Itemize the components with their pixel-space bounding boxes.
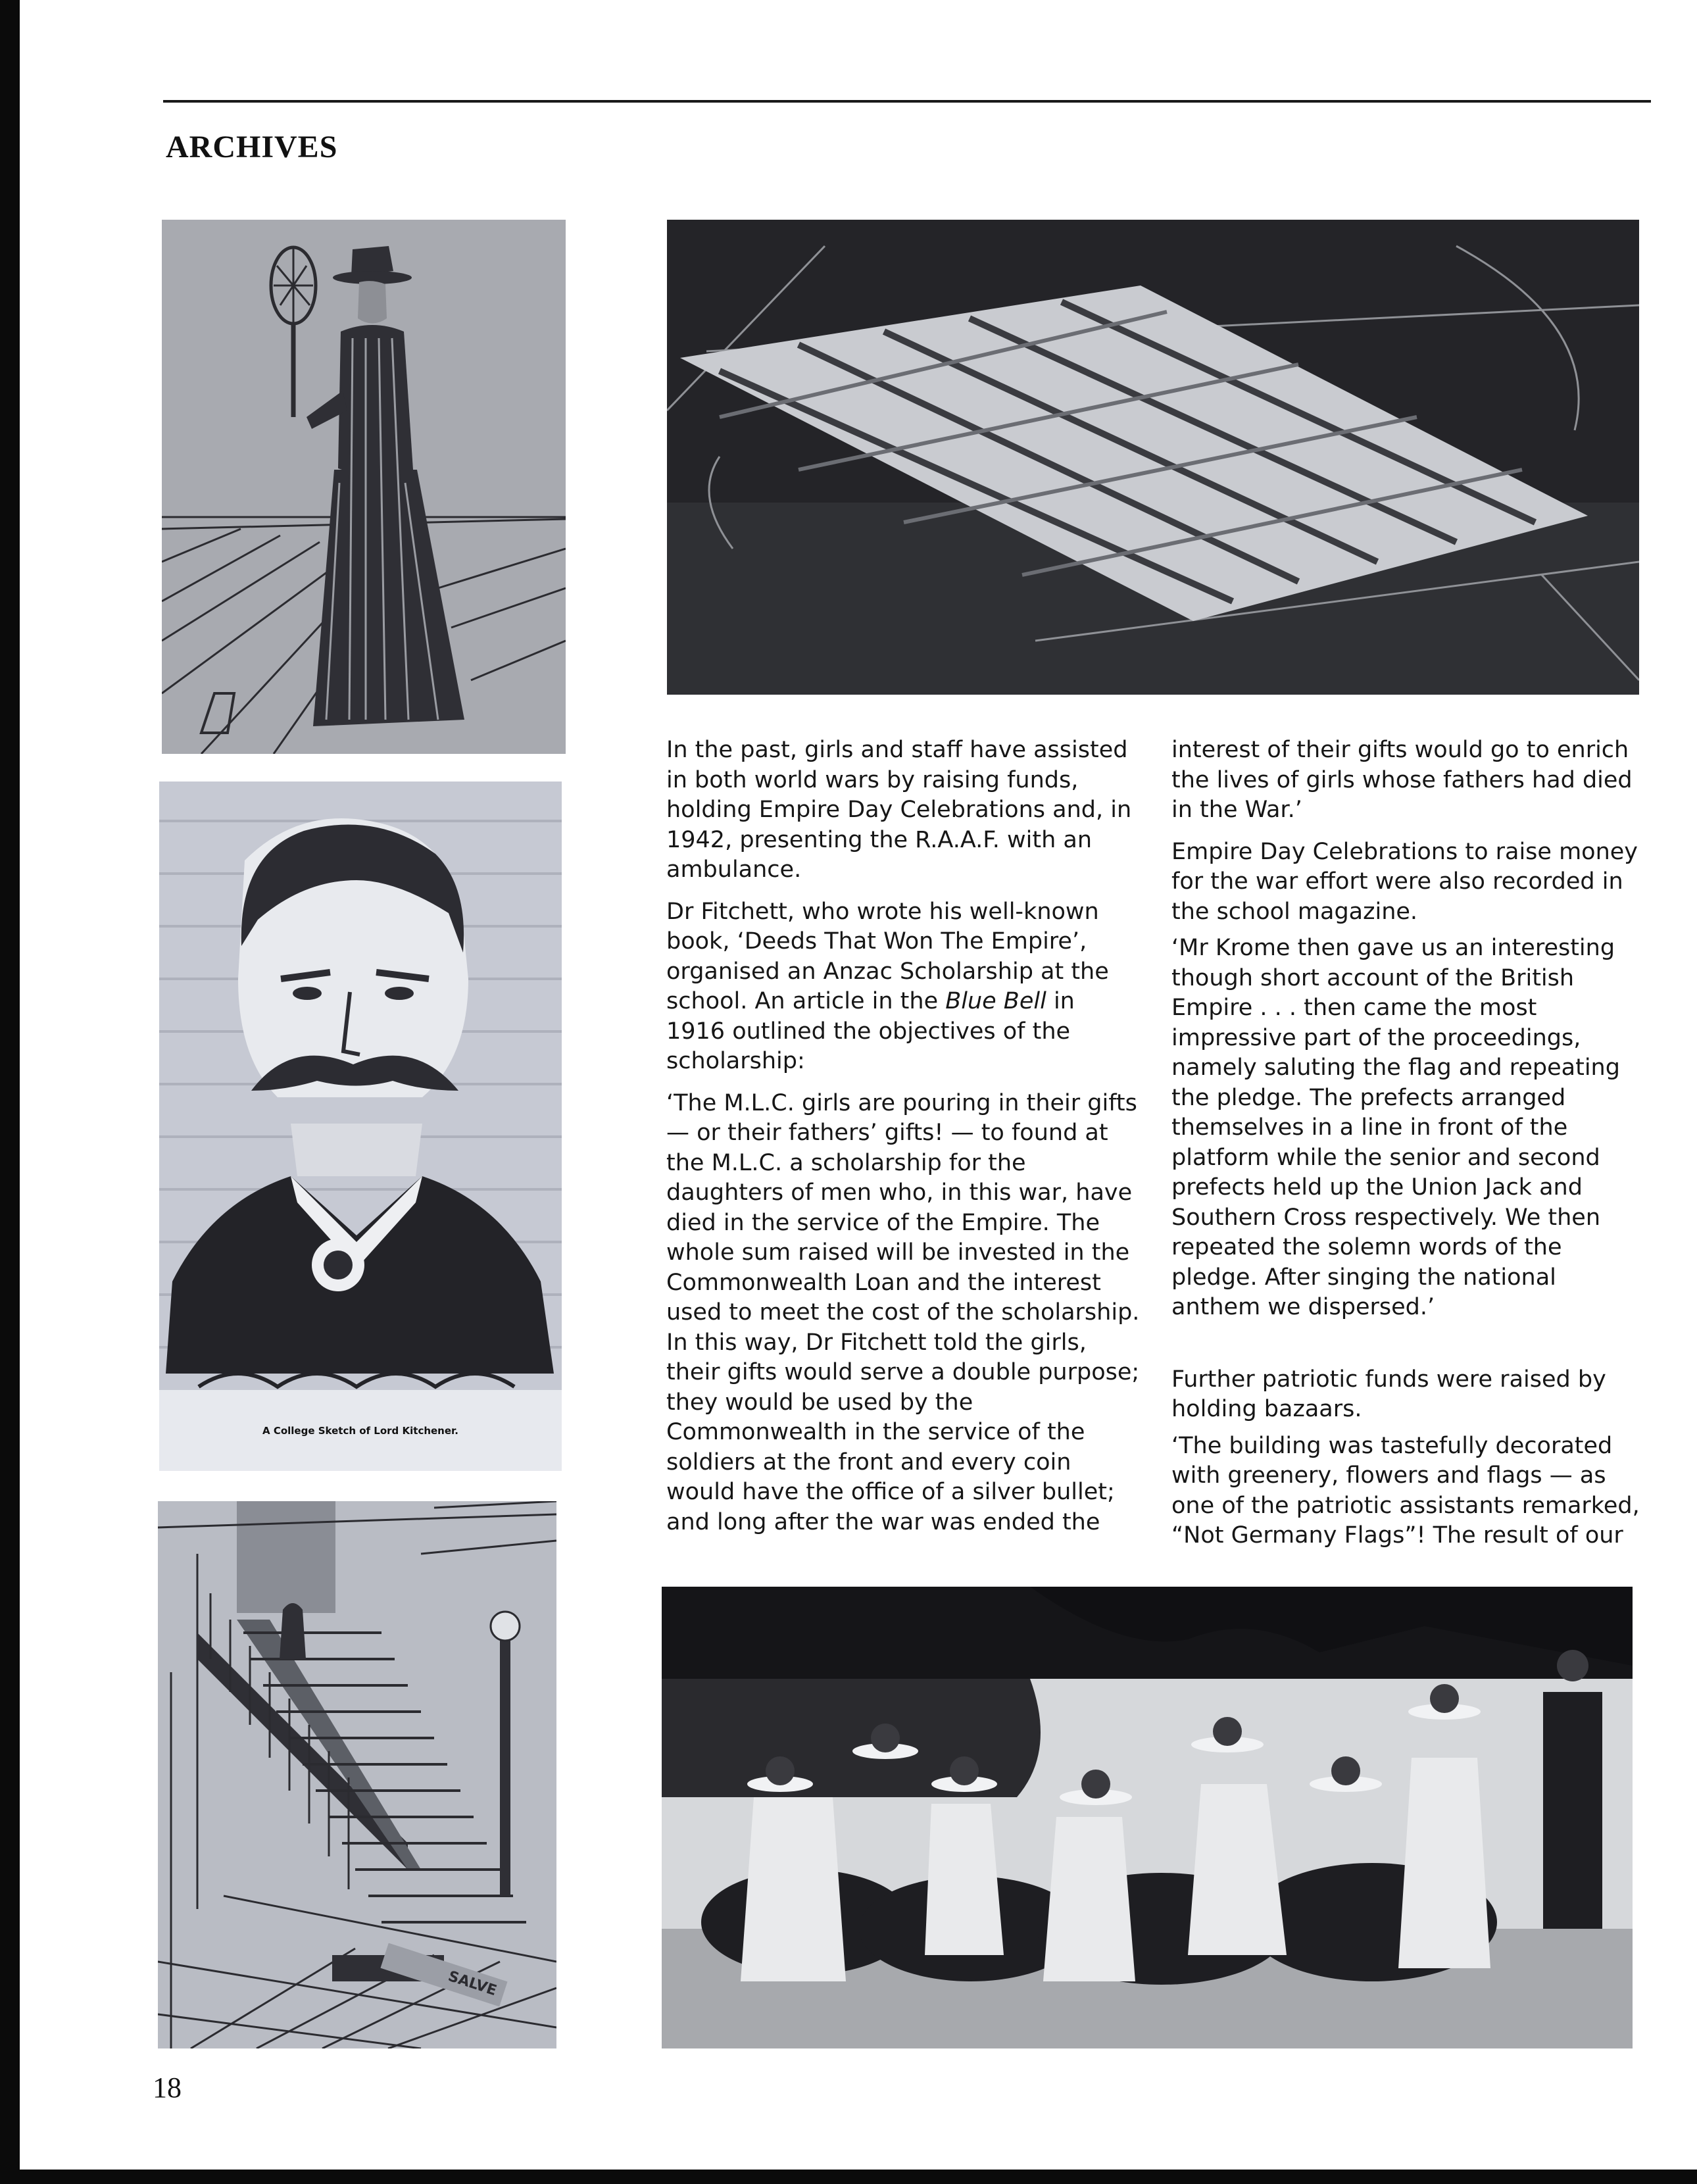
- staircase-sketch-image: [158, 1501, 556, 2048]
- header-rule: [163, 100, 1651, 103]
- tennis-sketch-image: [162, 220, 566, 754]
- article-paragraph-6: ‘Mr Krome then gave us an interesting though short account of the British Empire . . . then came the most impressive part of the proceedings, namely saluting the flag and repeating the pledge. The prefects arranged themselves in a line in front of the platform while the senior and second prefects held up the Union Jack and Southern Cross respectively. We then repeated the solemn words of the pledge. After singing the national anthem we dispersed.’: [1171, 935, 1620, 1320]
- section-title: ARCHIVES: [166, 130, 338, 164]
- page-number: 18: [153, 2072, 182, 2104]
- aerial-formation-illustration: [667, 220, 1639, 695]
- group-photo: [662, 1587, 1633, 2048]
- article-paragraph-8: ‘The building was tastefully decorated with greenery, flowers and flags — as one of the patriotic assistants remarked, “Not Germany Flags”! The result of our: [1171, 1432, 1640, 1549]
- article-paragraph-4: interest of their gifts would go to enrich the lives of girls whose fathers had died in the War.’: [1171, 737, 1633, 823]
- article-paragraph-2: [666, 897, 1140, 1077]
- group-photo-illustration: [662, 1587, 1633, 2048]
- tennis-sketch-illustration: [162, 220, 566, 754]
- article-paragraph-7: Further patriotic funds were raised by holding bazaars.: [1171, 1366, 1606, 1422]
- kitchener-portrait-illustration: [159, 782, 562, 1471]
- article-paragraph-1: In the past, girls and staff have assisted in both world wars by raising funds, holding Empire Day Celebrations and, in 1942, presenting the R.A.A.F. with an ambulance.: [666, 737, 1132, 883]
- article-paragraph-2-text-end: in 1916 outlined the objectives of the scholarship:: [666, 988, 1075, 1074]
- kitchener-sketch-image: [159, 782, 562, 1471]
- article-paragraph-3: ‘The M.L.C. girls are pouring in their gifts — or their fathers’ gifts! — to found at the M.L.C. a scholarship for the daughters of men who, in this war, have died in the service of the Empire. The whole sum raised will be invested in the Commonwealth Loan and the interest used to meet the cost of the scholarship. In this way, Dr Fitchett told the girls, their gifts would serve a double purpose; they would be used by the Commonwealth in the service of the soldiers at the front and every coin would have the office of a silver bullet; and long after the war was ended the: [666, 1089, 1140, 1535]
- aerial-formation-photo: [667, 220, 1639, 695]
- article-paragraph-5: Empire Day Celebrations to raise money for the war effort were also recorded in the school magazine.: [1171, 838, 1638, 925]
- kitchener-caption: A College Sketch of Lord Kitchener.: [262, 1425, 459, 1437]
- scan-edge-left: [0, 0, 20, 2184]
- article-column-right: [1171, 735, 1652, 1551]
- article-column-left: [666, 735, 1140, 1537]
- article-paragraph-2-text: Dr Fitchett, who wrote his well-known book, ‘Deeds That Won The Empire’, organised an Anzac Scholarship at the school. An article in the: [666, 898, 1109, 1014]
- scan-edge-bottom: [0, 2170, 1697, 2184]
- blue-bell-title: Blue Bell: [945, 988, 1046, 1014]
- staircase-illustration: [158, 1501, 556, 2048]
- staircase-mat-text: SALVE: [446, 1968, 499, 2000]
